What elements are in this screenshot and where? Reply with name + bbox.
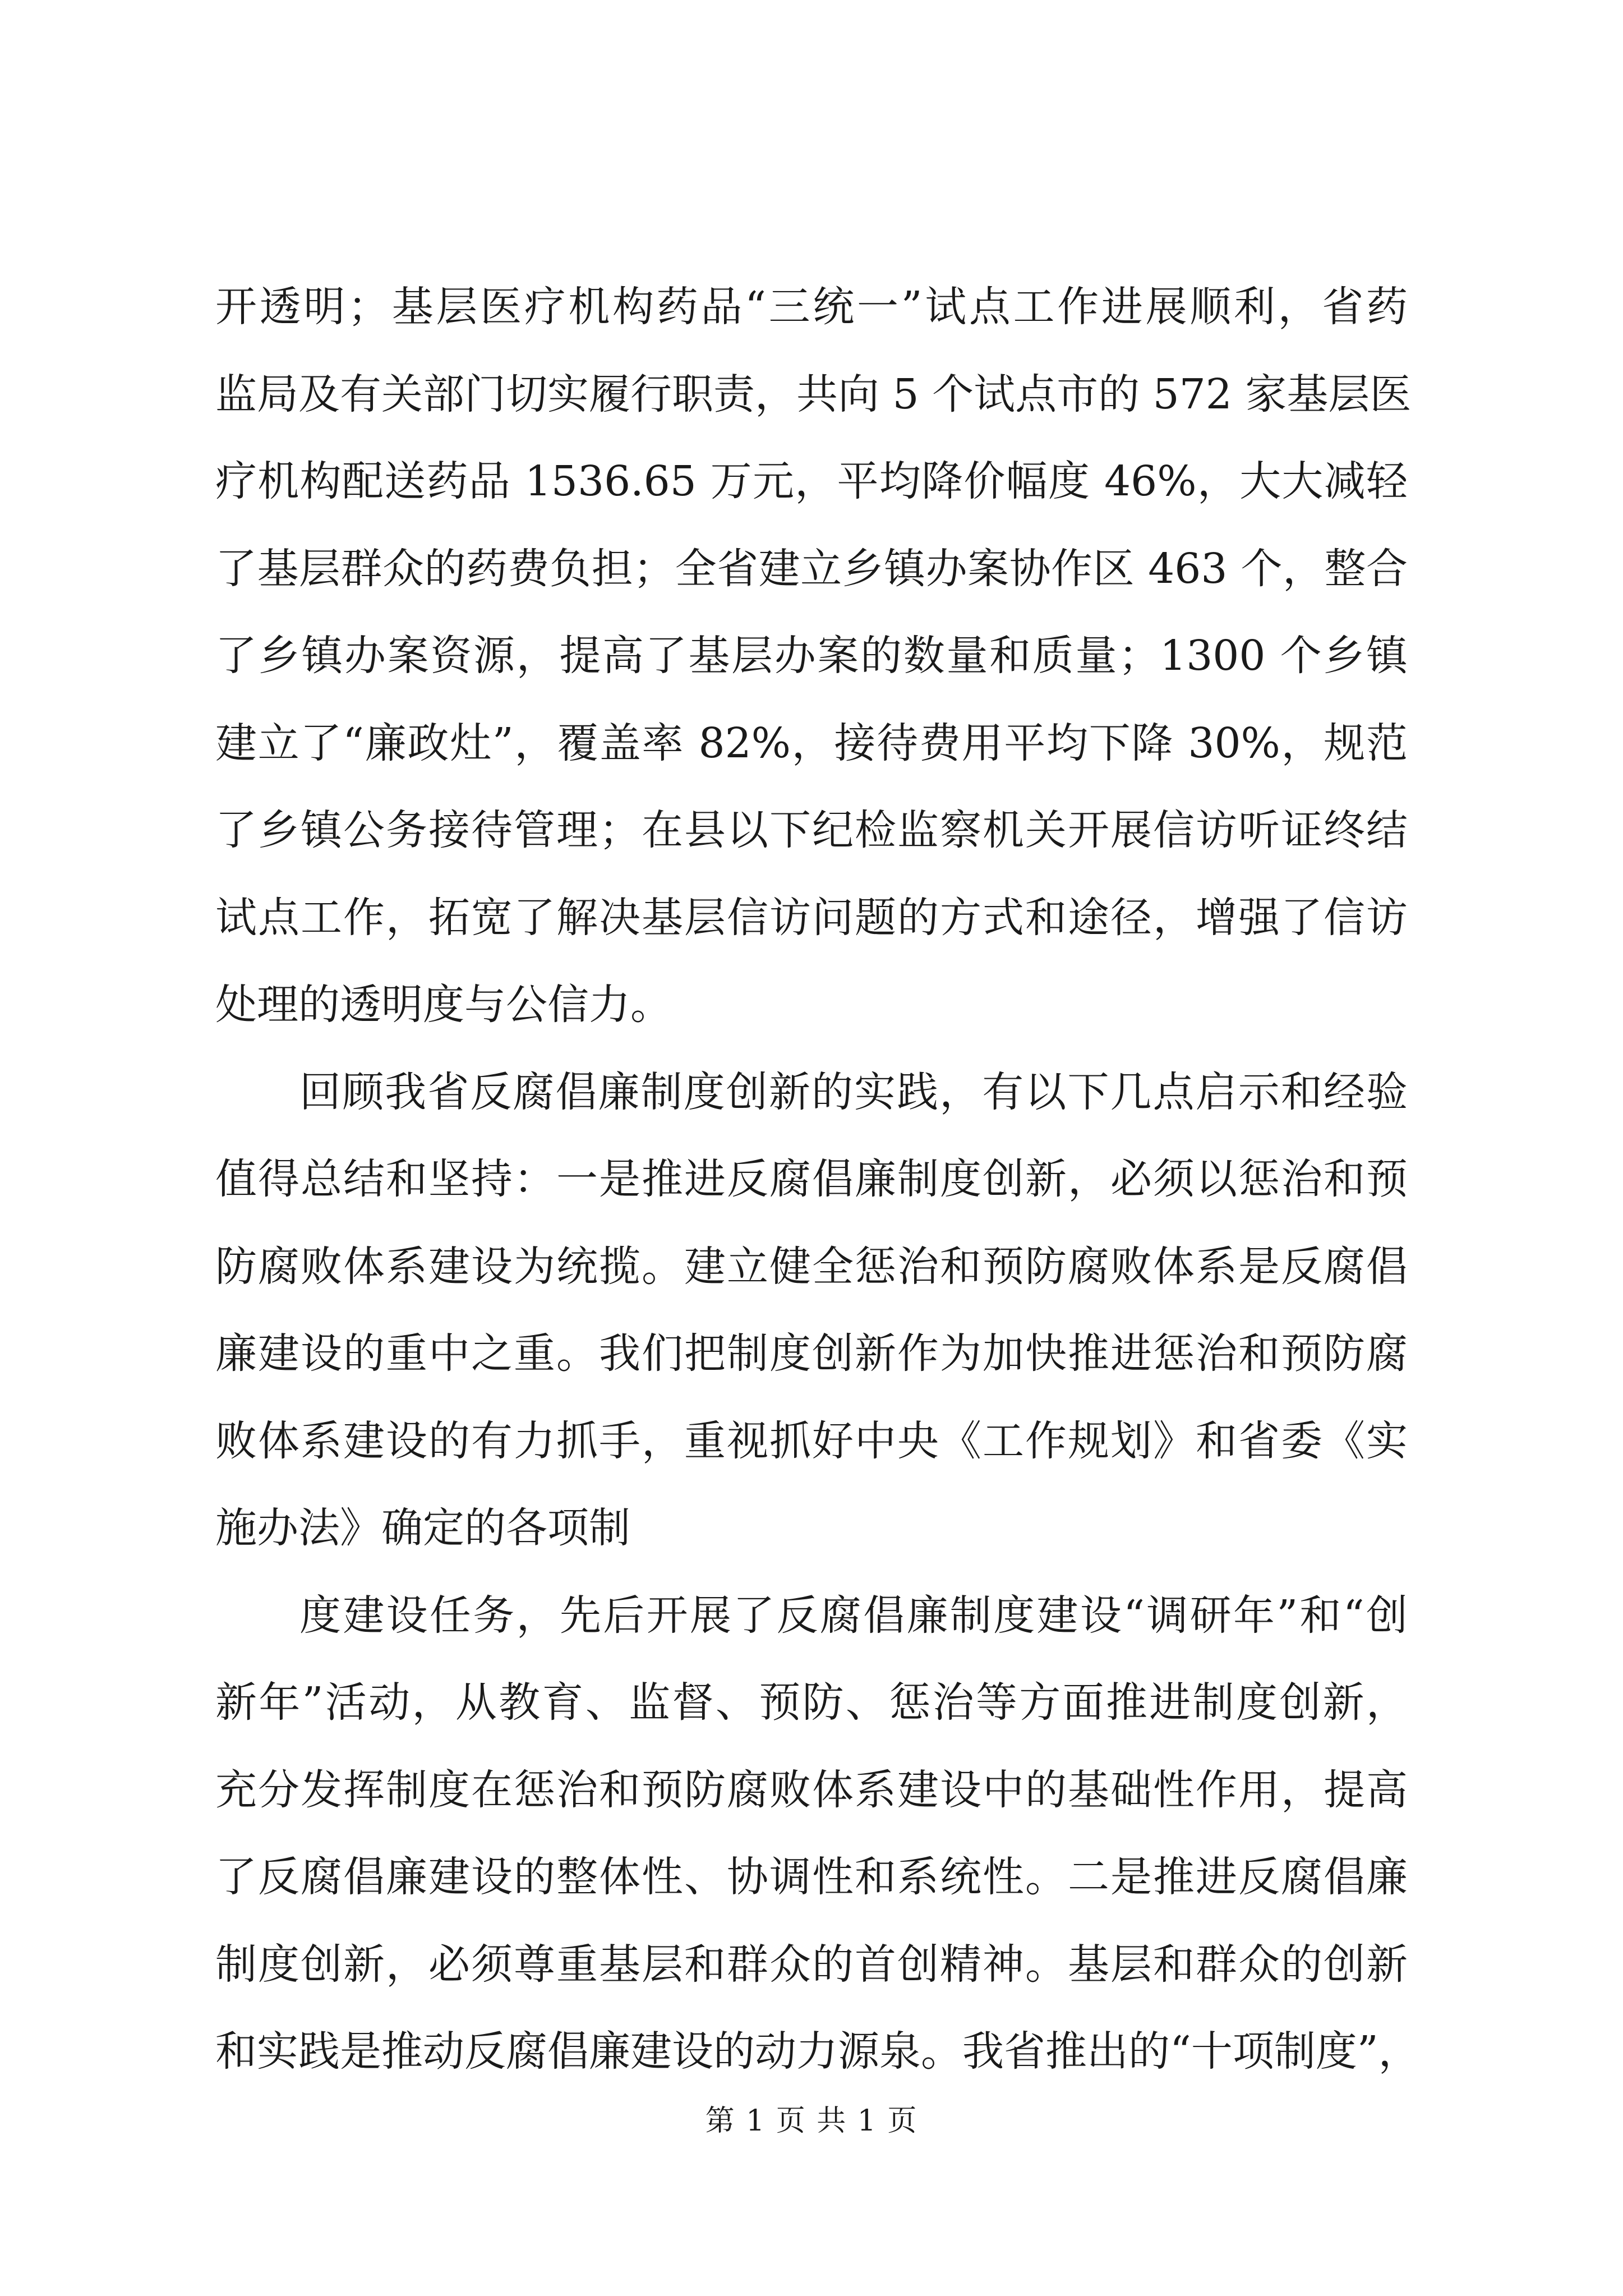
text-line: 了反腐倡廉建设的整体性、协调性和系统性。二是推进反腐倡廉	[215, 1853, 1408, 1901]
text-line: 了乡镇公务接待管理；在县以下纪检监察机关开展信访听证终结	[215, 806, 1408, 854]
text-line: 试点工作，拓宽了解决基层信访问题的方式和途径，增强了信访	[215, 893, 1408, 942]
text-line: 度建设任务，先后开展了反腐倡廉制度建设“调研年”和“创	[299, 1591, 1408, 1640]
text-line: 防腐败体系建设为统揽。建立健全惩治和预防腐败体系是反腐倡	[215, 1242, 1408, 1291]
text-line: 充分发挥制度在惩治和预防腐败体系建设中的基础性作用，提高	[215, 1765, 1408, 1814]
text-line: 疗机构配送药品 1536.65 万元，平均降价幅度 46%，大大减轻	[215, 457, 1408, 505]
body-text	[215, 264, 1420, 2096]
text-line: 建立了“廉政灶”，覆盖率 82%，接待费用平均下降 30%，规范	[215, 719, 1408, 767]
text-line: 败体系建设的有力抓手，重视抓好中央《工作规划》和省委《实	[215, 1416, 1408, 1465]
text-line: 回顾我省反腐倡廉制度创新的实践，有以下几点启示和经验	[299, 1068, 1408, 1116]
text-line: 和实践是推动反腐倡廉建设的动力源泉。我省推出的“十项制度”，	[215, 2027, 1420, 2076]
text-line: 了基层群众的药费负担；全省建立乡镇办案协作区 463 个，整合	[215, 544, 1408, 593]
text-line: 监局及有关部门切实履行职责，共向 5 个试点市的 572 家基层医	[215, 370, 1412, 418]
text-line: 了乡镇办案资源，提高了基层办案的数量和质量；1300 个乡镇	[215, 632, 1408, 680]
text-line: 值得总结和坚持：一是推进反腐倡廉制度创新，必须以惩治和预	[215, 1155, 1408, 1203]
text-line: 开透明；基层医疗机构药品“三统一”试点工作进展顺利，省药	[215, 283, 1408, 331]
text-line: 新年”活动，从教育、监督、预防、惩治等方面推进制度创新，	[215, 1678, 1408, 1727]
page-footer: 第 1 页 共 1 页	[705, 2104, 918, 2138]
text-line: 施办法》确定的各项制	[215, 1504, 630, 1552]
text-line: 制度创新，必须尊重基层和群众的首创精神。基层和群众的创新	[215, 1940, 1408, 1989]
text-line: 廉建设的重中之重。我们把制度创新作为加快推进惩治和预防腐	[215, 1329, 1408, 1378]
text-line: 处理的透明度与公信力。	[215, 981, 672, 1029]
